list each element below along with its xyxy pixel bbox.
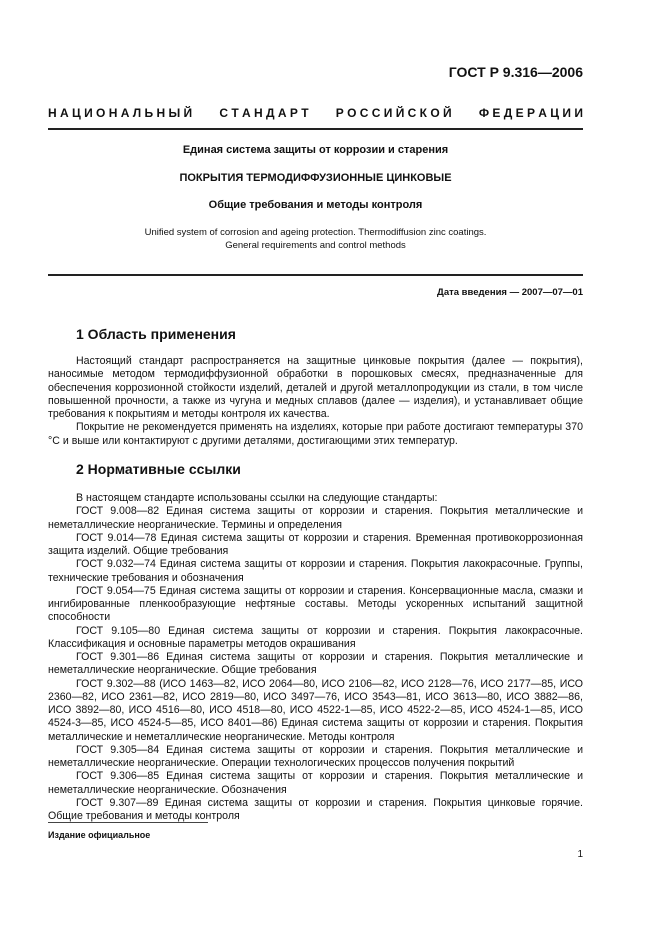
national-standard-banner bbox=[48, 106, 583, 124]
introduction-date: Дата введения — 2007—07—01 bbox=[437, 287, 583, 298]
section-1-heading: 1 Область применения bbox=[76, 326, 236, 342]
reference-item: ГОСТ 9.054—75 Единая система защиты от коррозии и старения. Консервационные масла, смазки и ингибированные пленкообразующие нефтяные составы. Методы ускоренных испытаний защитной способности bbox=[48, 584, 583, 624]
english-title-line: General requirements and control methods bbox=[225, 240, 406, 251]
reference-item: ГОСТ 9.305—84 Единая система защиты от коррозии и старения. Покрытия металлические и неметаллические неорганические. Операции технологических процессов получения покрытий bbox=[48, 743, 583, 769]
reference-item: ГОСТ 9.032—74 Единая система защиты от коррозии и старения. Покрытия лакокрасочные. Группы, технические требования и обозначения bbox=[48, 558, 583, 584]
section-2-body bbox=[48, 492, 583, 823]
footer-divider bbox=[48, 822, 208, 823]
reference-item: ГОСТ 9.008—82 Единая система защиты от коррозии и старения. Покрытия металлические и неметаллические неорганические. Термины и определения bbox=[48, 505, 583, 531]
reference-item: ГОСТ 9.105—80 Единая система защиты от коррозии и старения. Покрытия лакокрасочные. Классификация и основные параметры методов окрашивания bbox=[48, 624, 583, 650]
banner-word: Н А Ц И О Н А Л Ь Н Ы Й bbox=[48, 106, 193, 120]
title-system: Единая система защиты от коррозии и старения bbox=[182, 144, 449, 156]
reference-item: ГОСТ 9.306—85 Единая система защиты от коррозии и старения. Покрытия металлические и неметаллические неорганические. Обозначения bbox=[48, 770, 583, 796]
paragraph: В настоящем стандарте использованы ссылки на следующие стандарты: bbox=[76, 492, 438, 504]
english-title-line: Unified system of corrosion and ageing protection. Thermodiffusion zinc coatings. bbox=[144, 227, 487, 238]
reference-item: ГОСТ 9.301—86 Единая система защиты от коррозии и старения. Покрытия металлические и неметаллические неорганические. Общие требования bbox=[48, 651, 583, 677]
reference-item: ГОСТ 9.302—88 (ИСО 1463—82, ИСО 2064—80, ИСО 2106—82, ИСО 2128—76, ИСО 2177—85, ИСО 2360—82, ИСО 2361—82, ИСО 2819—80, ИСО 3497—76, ИСО 3543—81, ИСО 3613—80, ИСО 3882—86, ИСО 3892—80, ИСО 4516—80, ИСО 4518—80, ИСО 4522-1—85, ИСО 4522-2—85, ИСО 4524-1—85, ИСО 4524-3—85, ИСО 4524-5—85, ИСО 8401—86) Единая система защиты от коррозии и старения. Покрытия металлические и неметаллические неорганические. Методы контроля bbox=[48, 677, 583, 743]
banner-word: С Т А Н Д А Р Т bbox=[219, 106, 309, 120]
paragraph: Покрытие не рекомендуется применять на изделиях, которые при работе достигают температуры 370 °С и выше или контактируют с другими деталями, достигающими этих температур. bbox=[48, 421, 583, 447]
banner-word: Р О С С И Й С К О Й bbox=[335, 106, 452, 120]
paragraph: Настоящий стандарт распространяется на защитные цинковые покрытия (далее — покрытия), наносимые методом термодиффузионной обработки в порошковых смесях, предназначенные для обеспечения коррозионной стойкости изделий, деталей и другой металлопродукции из стали, в том числе повышенной прочности, а также из чугуна и медных сплавов (далее — изделия), и устанавливает общие требования к покрытиям и методы контроля их качества. bbox=[48, 355, 583, 420]
page-number: 1 bbox=[577, 849, 583, 860]
reference-item: ГОСТ 9.307—89 Единая система защиты от коррозии и старения. Покрытия цинковые горячие. Общие требования и методы контроля bbox=[48, 796, 583, 822]
section-1-body bbox=[48, 355, 583, 448]
banner-word: Ф Е Д Е Р А Ц И И bbox=[478, 106, 583, 120]
top-divider bbox=[48, 128, 583, 130]
document-number: ГОСТ Р 9.316—2006 bbox=[448, 64, 583, 80]
english-title bbox=[48, 226, 583, 252]
edition-note: Издание официальное bbox=[48, 830, 151, 840]
section-2-heading: 2 Нормативные ссылки bbox=[76, 461, 241, 477]
title-name: ПОКРЫТИЯ ТЕРМОДИФФУЗИОННЫЕ ЦИНКОВЫЕ bbox=[179, 172, 452, 184]
middle-divider bbox=[48, 274, 583, 276]
reference-item: ГОСТ 9.014—78 Единая система защиты от коррозии и старения. Временная противокоррозионная защита изделий. Общие требования bbox=[48, 531, 583, 557]
title-subtitle: Общие требования и методы контроля bbox=[208, 199, 423, 211]
